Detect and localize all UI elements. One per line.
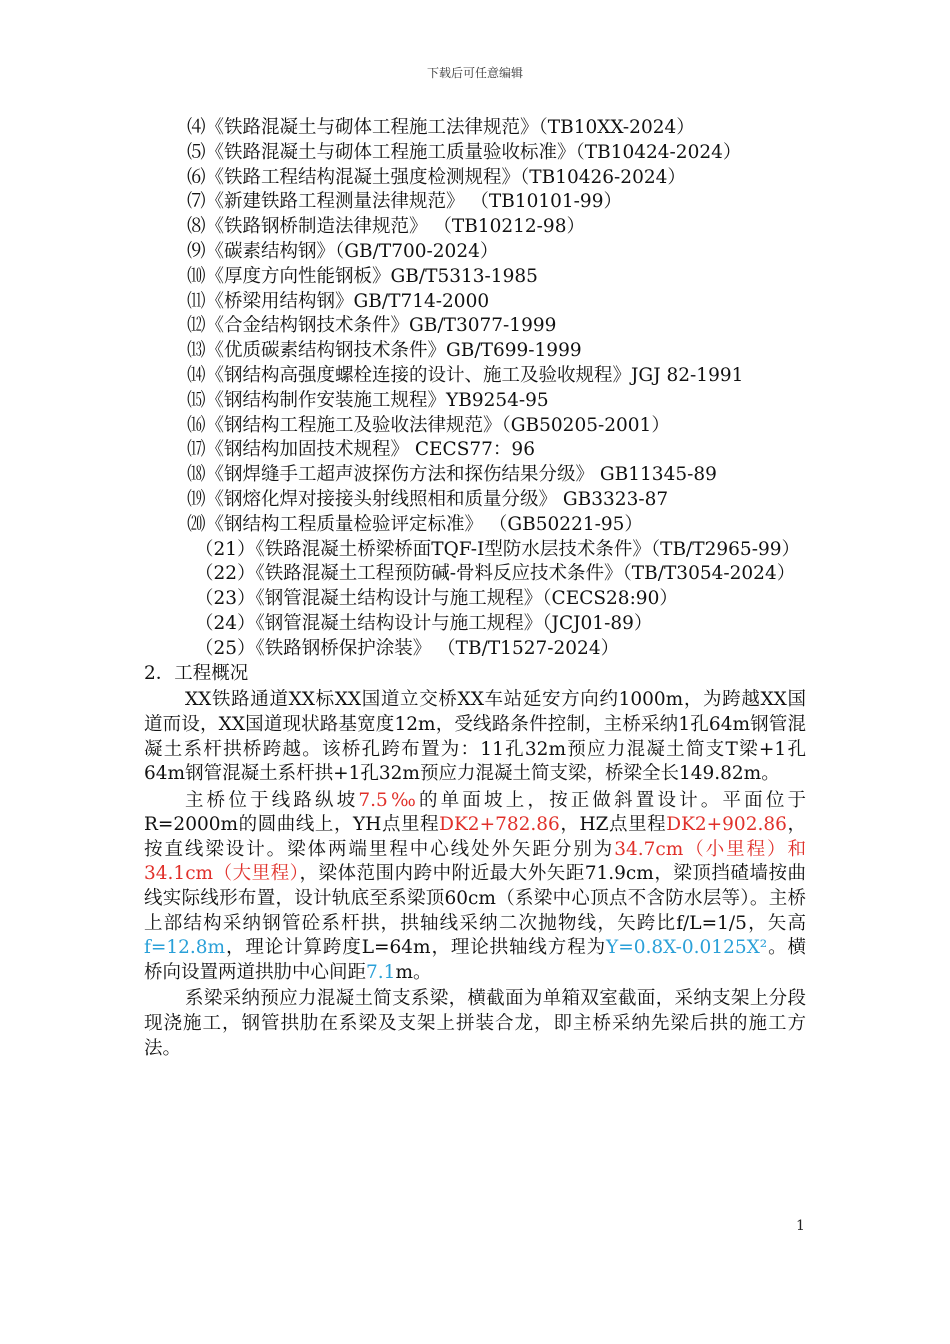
reference-item [144, 265, 806, 290]
reference-text: 《铁路钢桥制造法律规范》 （TB10212-98） [205, 216, 585, 238]
reference-number: ⑾ [187, 290, 206, 312]
reference-text: 《钢焊缝手工超声波探伤方法和探伤结果分级》 GB11345-89 [205, 464, 717, 486]
reference-item [144, 166, 806, 191]
reference-number: （21） [195, 538, 256, 560]
paragraph-text: 主桥位于线路纵坡 [185, 789, 359, 811]
reference-item [144, 414, 806, 439]
document-body [144, 116, 806, 1061]
section-heading: 2．工程概况 [144, 662, 249, 684]
reference-item [144, 190, 806, 215]
highlighted-text: 34.7cm（小里程）和34.1cm（大里程） [144, 838, 806, 885]
reference-text: 《铁路钢桥保护涂装》 （TB/T1527-2024） [255, 637, 620, 659]
reference-number: ⒇ [187, 513, 206, 535]
reference-item [144, 488, 806, 513]
reference-item [144, 562, 806, 587]
reference-text: 《钢结构工程施工及验收法律规范》（GB50205-2001） [205, 414, 670, 436]
reference-text: 《厚度方向性能钢板》GB/T5313-1985 [205, 265, 538, 287]
highlighted-text: DK2+902.86 [666, 814, 787, 836]
paragraph-text: 的单面坡上，按正做斜置设计。平面位于R=2000m的圆曲线上，YH点里程 [144, 789, 806, 836]
paragraph-text: ，理论计算跨度L=64m，理论拱轴线方程为 [225, 937, 606, 959]
reference-text: 《碳素结构钢》（GB/T700-2024） [205, 240, 499, 262]
reference-text: 《钢管混凝土结构设计与施工规程》（JCJ01-89） [255, 612, 653, 634]
reference-item [144, 587, 806, 612]
reference-number: （23） [195, 588, 256, 610]
page-number: 1 [796, 1218, 805, 1234]
body-paragraph [144, 987, 806, 1061]
reference-number: ⑻ [187, 216, 206, 238]
reference-list [144, 116, 806, 662]
paragraph-text: XX铁路通道XX标XX国道立交桥XX车站延安方向约1000m，为跨越XX国道而设，XX国道现状路基宽度12m，受线路条件控制，主桥采纳1孔64m钢管混凝土系杆拱桥跨越。该桥孔跨布置为：11孔32m预应力混凝土简支T梁+1孔64m钢管混凝土系杆拱+1孔32m预应力混凝土简支梁，桥梁全长149.82m。 [144, 689, 806, 785]
highlighted-text: 7.1 [366, 961, 396, 983]
page-header: 下载后可任意编辑 [426, 66, 523, 80]
reference-number: （22） [195, 563, 256, 585]
reference-number: ⑺ [187, 191, 206, 213]
reference-number: ⒄ [187, 439, 206, 461]
reference-text: 《钢结构制作安装施工规程》YB9254-95 [205, 389, 549, 411]
body-paragraph [144, 789, 806, 986]
reference-text: 《钢管混凝土结构设计与施工规程》（CECS28:90） [255, 588, 678, 610]
reference-item [144, 438, 806, 463]
reference-number: ⒆ [187, 488, 206, 510]
paragraph-text: ，梁体范围内跨中附近最大外矢距71.9cm，梁顶挡碴墙按曲线实际线形布置，设计轨底至系梁顶60cm（系梁中心顶点不含防水层等）。主桥上部结构采纳钢管砼系杆拱，拱轴线采纳二次抛物线，矢跨比f/L=1/5，矢高 [144, 863, 806, 934]
reference-number: ⑸ [187, 141, 206, 163]
reference-number: ⒁ [187, 364, 206, 386]
reference-item [144, 215, 806, 240]
highlighted-text: DK2+782.86 [439, 814, 560, 836]
reference-number: ⑽ [187, 265, 206, 287]
body-paragraph [144, 688, 806, 786]
reference-text: 《新建铁路工程测量法律规范》 （TB10101-99） [205, 191, 622, 213]
paragraph-text: ，按直线梁设计。梁体两端里程中心线处外矢距分别为 [144, 814, 806, 860]
reference-number: ⒀ [187, 340, 206, 362]
reference-text: 《钢结构工程质量检验评定标准》 （GB50221-95） [205, 513, 643, 535]
paragraph-text: m。 [395, 961, 432, 983]
reference-text: 《合金结构钢技术条件》GB/T3077-1999 [205, 315, 557, 337]
reference-number: （25） [195, 637, 256, 659]
reference-item [144, 389, 806, 414]
reference-item [144, 339, 806, 364]
reference-item [144, 513, 806, 538]
reference-item [144, 637, 806, 662]
reference-text: 《铁路混凝土桥梁桥面TQF-I型防水层技术条件》（TB/T2965-99） [255, 538, 800, 560]
reference-item [144, 290, 806, 315]
reference-number: ⑼ [187, 240, 206, 262]
reference-number: ⒂ [187, 389, 206, 411]
reference-item [144, 240, 806, 265]
reference-number: ⒃ [187, 414, 206, 436]
reference-item [144, 141, 806, 166]
reference-text: 《铁路工程结构混凝土强度检测规程》（TB10426-2024） [205, 166, 686, 188]
reference-text: 《桥梁用结构钢》GB/T714-2000 [205, 290, 490, 312]
reference-text: 《钢熔化焊对接接头射线照相和质量分级》 GB3323-87 [205, 488, 669, 510]
reference-text: 《钢结构高强度螺栓连接的设计、施工及验收规程》JGJ 82-1991 [205, 364, 744, 386]
paragraph-text: 。横桥向设置两道拱肋中心间距 [144, 937, 806, 983]
reference-item [144, 314, 806, 339]
highlighted-text: f=12.8m [144, 937, 226, 959]
reference-number: ⑿ [187, 315, 206, 337]
reference-text: 《铁路混凝土工程预防碱-骨料反应技术条件》（TB/T3054-2024） [255, 563, 796, 585]
reference-item [144, 116, 806, 141]
highlighted-text: Y=0.8X-0.0125X² [605, 937, 768, 959]
reference-item [144, 538, 806, 563]
reference-text: 《铁路混凝土与砌体工程施工质量验收标准》（TB10424-2024） [205, 141, 742, 163]
paragraph-group [144, 688, 806, 1061]
reference-item [144, 364, 806, 389]
highlighted-text: 7.5‰ [358, 789, 420, 811]
reference-item [144, 612, 806, 637]
paragraph-text: ，HZ点里程 [559, 814, 667, 836]
paragraph-text: 系梁采纳预应力混凝土简支系梁，横截面为单箱双室截面，采纳支架上分段现浇施工，钢管拱肋在系梁及支架上拼装合龙，即主桥采纳先梁后拱的施工方法。 [144, 988, 806, 1059]
reference-text: 《铁路混凝土与砌体工程施工法律规范》（TB10XX-2024） [205, 117, 695, 138]
reference-item [144, 463, 806, 488]
reference-text: 《优质碳素结构钢技术条件》GB/T699-1999 [205, 340, 582, 362]
reference-text: 《钢结构加固技术规程》 CECS77：96 [205, 439, 535, 461]
reference-number: ⑹ [187, 166, 206, 188]
reference-number: （24） [195, 612, 256, 634]
reference-number: ⒅ [187, 464, 206, 486]
reference-number: ⑷ [187, 117, 206, 138]
